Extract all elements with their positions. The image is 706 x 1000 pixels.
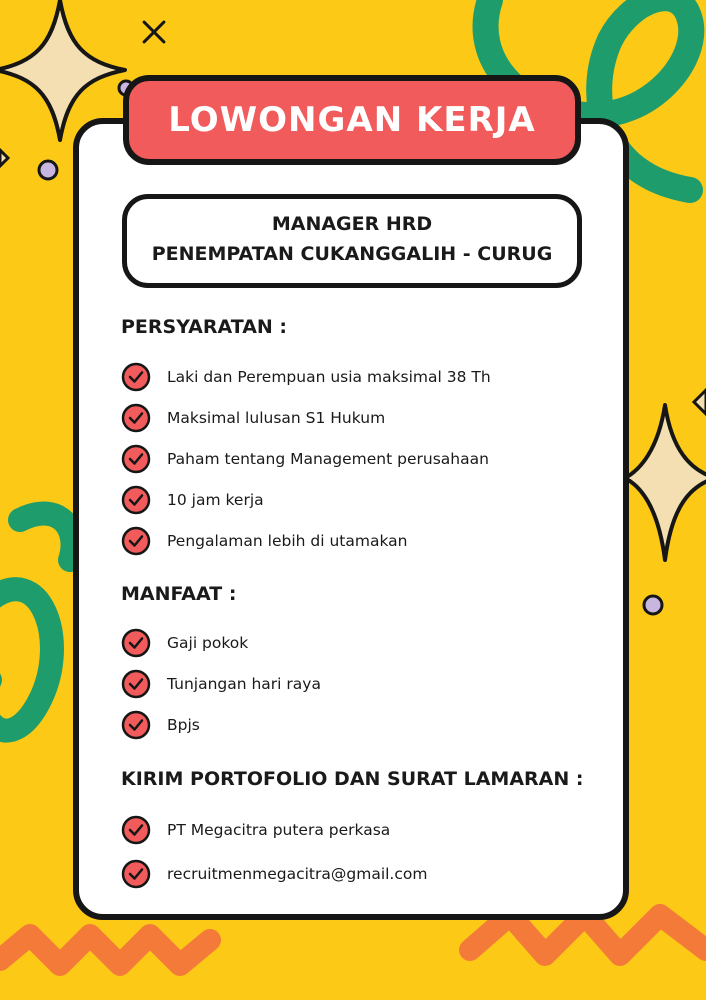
email-address: recruitmenmegacitra@gmail.com: [167, 865, 428, 883]
dot-icon: [39, 161, 57, 179]
list-item-text: Maksimal lulusan S1 Hukum: [167, 408, 386, 427]
send-list: [121, 808, 427, 896]
list-item: [121, 356, 491, 397]
small-diamond-left-icon: [0, 150, 8, 166]
checkmark-icon: [121, 628, 151, 658]
list-item: [121, 663, 321, 704]
list-item: [121, 438, 491, 479]
benefits-list: [121, 622, 321, 745]
list-item: [121, 479, 491, 520]
list-item: [121, 622, 321, 663]
small-diamond-right-icon: [694, 390, 706, 414]
header-banner: [123, 75, 581, 165]
checkmark-icon: [121, 526, 151, 556]
benefits-heading: MANFAAT :: [121, 583, 237, 605]
checkmark-icon: [121, 485, 151, 515]
list-item: [121, 704, 321, 745]
company-name: PT Megacitra putera perkasa: [167, 821, 391, 839]
requirements-heading: PERSYARATAN :: [121, 316, 288, 338]
checkmark-icon: [121, 403, 151, 433]
list-item: [121, 520, 491, 561]
banner-title: LOWONGAN KERJA: [168, 100, 536, 140]
plus-icon: [134, 12, 174, 52]
checkmark-icon: [121, 859, 151, 889]
sparkle-right-icon: [625, 405, 706, 560]
list-item: [121, 808, 427, 852]
checkmark-icon: [121, 669, 151, 699]
list-item-text: Paham tentang Management perusahaan: [167, 449, 489, 468]
orange-squiggle-bottom-left-icon: [0, 935, 210, 965]
checkmark-icon: [121, 444, 151, 474]
checkmark-icon: [121, 815, 151, 845]
list-item-text: Laki dan Perempuan usia maksimal 38 Th: [167, 367, 491, 386]
list-item-text: Bpjs: [167, 715, 200, 734]
list-item: [121, 852, 427, 896]
checkmark-icon: [121, 362, 151, 392]
checkmark-icon: [121, 710, 151, 740]
orange-squiggle-bottom-right-icon: [470, 915, 706, 955]
list-item-text: Gaji pokok: [167, 633, 249, 652]
list-item-text: Pengalaman lebih di utamakan: [167, 531, 408, 550]
green-swirl-left-icon: [0, 514, 73, 731]
list-item: [121, 397, 491, 438]
list-item-text: 10 jam kerja: [167, 490, 264, 509]
list-item-text: Tunjangan hari raya: [167, 674, 321, 693]
dot-icon: [644, 596, 662, 614]
send-heading: KIRIM PORTOFOLIO DAN SURAT LAMARAN :: [121, 768, 584, 790]
job-placement: PENEMPATAN CUKANGGALIH - CURUG: [151, 243, 553, 265]
job-title: MANAGER HRD: [271, 213, 433, 235]
job-box: [122, 194, 582, 288]
requirements-list: [121, 356, 491, 561]
